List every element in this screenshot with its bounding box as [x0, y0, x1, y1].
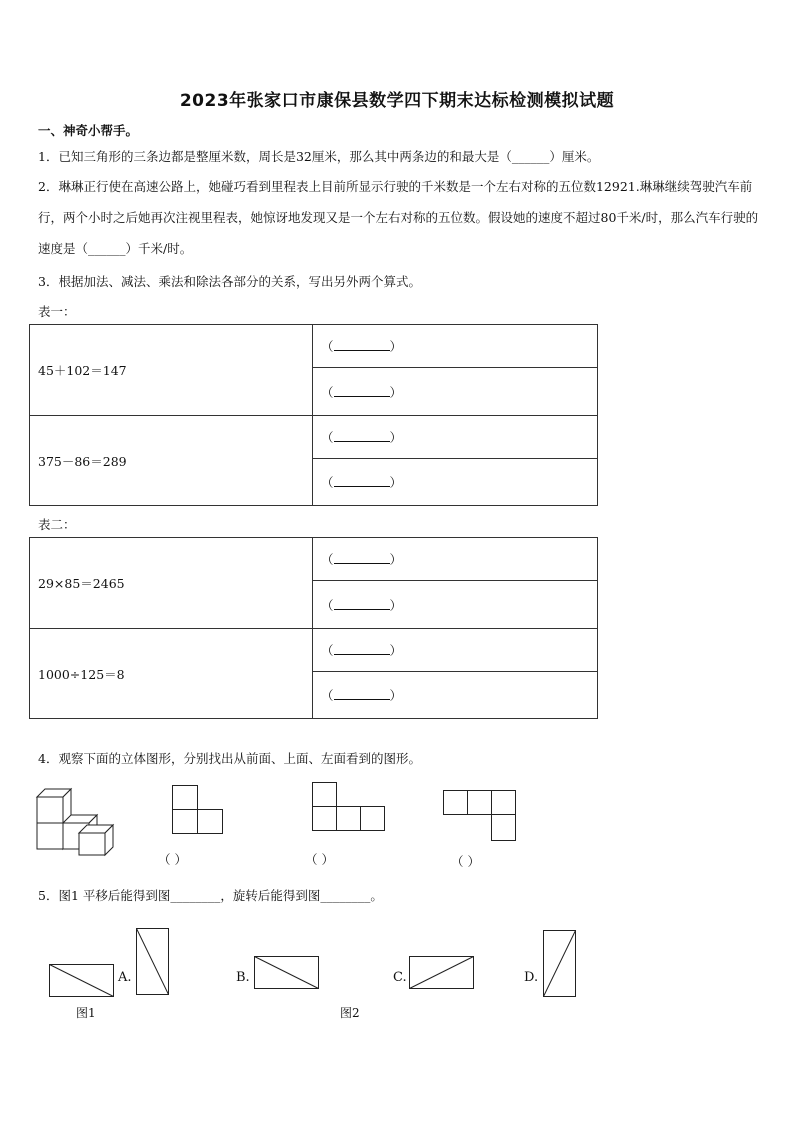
option-d-label: D. [524, 970, 539, 985]
answer-blank[interactable] [334, 476, 390, 487]
option-b-figure [254, 956, 320, 990]
figure-2-label: 图2 [340, 1006, 360, 1020]
table-2 [29, 537, 598, 719]
answer-blank[interactable] [334, 340, 390, 351]
option-c-figure [409, 956, 475, 990]
view-figure-3 [443, 790, 519, 842]
equation-cell: 375－86＝289 [30, 416, 313, 506]
answer-cell: （ ） [313, 325, 598, 368]
figure-1-rectangle [49, 964, 115, 998]
cube-solid-figure [37, 785, 127, 857]
view-answer-2[interactable]: （ ） [305, 852, 334, 867]
table-1-label: 表一： [38, 304, 76, 319]
table-1 [29, 324, 598, 506]
answer-blank[interactable] [334, 599, 390, 610]
view-answer-1[interactable]: （ ） [158, 852, 187, 867]
option-a-label: A. [118, 970, 132, 985]
answer-cell: （ ） [313, 368, 598, 416]
table-2-label: 表二： [38, 517, 76, 532]
option-b-label: B. [236, 970, 250, 985]
figure-1-label: 图1 [76, 1006, 96, 1020]
answer-blank[interactable] [334, 431, 390, 442]
equation-cell: 1000÷125＝8 [30, 629, 313, 719]
section-heading: 一、神奇小帮手。 [38, 123, 139, 138]
answer-cell: （ ） [313, 629, 598, 672]
answer-blank[interactable] [334, 644, 390, 655]
question-3: 3．根据加法、减法、乘法和除法各部分的关系，写出另外两个算式。 [38, 274, 421, 289]
option-d-figure [543, 930, 577, 998]
answer-cell: （ ） [313, 459, 598, 506]
answer-cell: （ ） [313, 538, 598, 581]
view-answer-3[interactable]: （ ） [451, 854, 480, 869]
answer-cell: （ ） [313, 672, 598, 719]
answer-blank[interactable] [334, 553, 390, 564]
view-figure-2 [312, 782, 388, 832]
question-5: 5．图1 平移后能得到图________，旋转后能得到图________。 [38, 888, 383, 903]
view-figure-1 [172, 785, 224, 835]
option-c-label: C. [393, 970, 407, 985]
answer-cell: （ ） [313, 581, 598, 629]
page-title: 2023年张家口市康保县数学四下期末达标检测模拟试题 [179, 91, 615, 111]
equation-cell: 45＋102＝147 [30, 325, 313, 416]
question-4: 4．观察下面的立体图形，分别找出从前面、上面、左面看到的图形。 [38, 751, 421, 766]
equation-cell: 29×85＝2465 [30, 538, 313, 629]
option-a-figure [136, 928, 170, 996]
question-2: 2．琳琳正行使在高速公路上，她碰巧看到里程表上目前所显示行驶的千米数是一个左右对称的五位数12921.琳琳继续驾驶汽车前行，两个小时之后她再次注视里程表，她惊讶地发现又是一个左右对称的五位数。假设她的速度不超过80千米/时，那么汽车行驶的速度是（______）千米/时。 [38, 179, 759, 256]
answer-cell: （ ） [313, 416, 598, 459]
answer-blank[interactable] [334, 689, 390, 700]
question-1: 1．已知三角形的三条边都是整厘米数，周长是32厘米，那么其中两条边的和最大是（______）厘米。 [38, 149, 600, 164]
answer-blank[interactable] [334, 386, 390, 397]
